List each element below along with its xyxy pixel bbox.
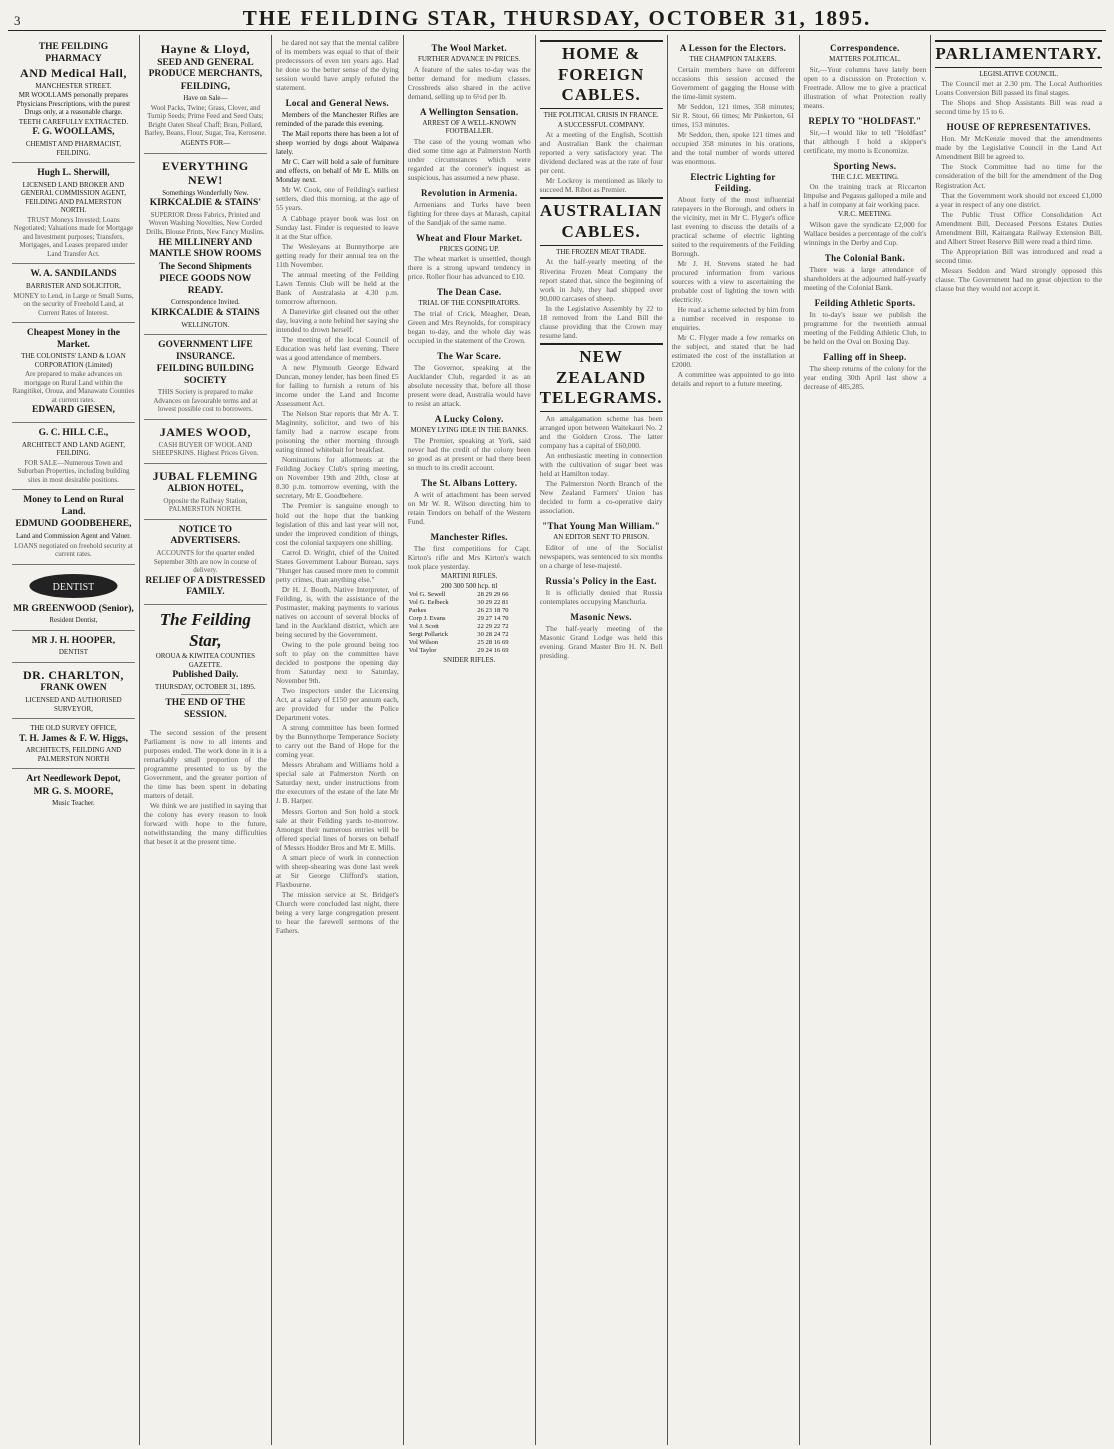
electric-heading: Electric Lighting for Feilding. [690,171,776,193]
svg-text:DENTIST: DENTIST [52,581,95,593]
govt-ad: GOVERNMENT LIFE INSURANCE. FEILDING BUILDING SOCIETY THIS Society is prepared to make Advances on favourable terms and at lowest possible cost to borrowers. [144,335,267,420]
local-news-heading: Local and General News. [285,98,389,109]
william-heading: "That Young Man William." [542,521,661,532]
table-row: Corp J. Evans 29 27 14 70 [408,615,509,623]
table-row: Sergt Pollarick 30 28 24 72 [408,631,509,639]
martini-label: MARTINI RIFLES. [441,572,498,580]
column-2: Hayne & Lloyd, SEED AND GENERAL PRODUCE MERCHANTS, FEILDING, Have on Sale— Wool Packs, Twine; Grass, Clover, and Turnip Seeds; Prime Feed and Seed Oats; Bright Oaten Sheaf Chaff; Bran, Pollard, Barley, Beans, Flour, Sugar, Tea, Kerosene. AGENTS FOR— EVERYTHING NEW! Somethings Wonderfully New. KIRKCALDIE & STAINS' SUPERIOR Dress Fabrics, Printed and Woven Washing Novelties, New Corded Drills, Blouse Prints, New Fancy Muslins. HE MILLINERY AND MANTLE SHOW ROOMS The Second Shipments PIECE GOODS NOW READY. Correspondence Invited. KIRKCALDIE & STAINS WELLINGTON. GOVERNMENT LIFE INSURANCE. FEILDING BUILDING SOCIETY THIS Society is prepared to make Advances on favourable terms and at lowest possible cost to borrowers. JAMES WOOD, CASH BUYER OF WOOL AND SHEEPSKINS. Highest Prices Given. JUBAL FLEMING ALBION HOTEL, Opposite the Railway Station, PALMERSTON NORTH. NOTICE TO ADVERTISERS. ACCOUNTS for the quarter ended September 30th are now in course of delivery. RELIEF OF A DISTRESSED FAMILY. The Feilding Star, OROUA & KIWITEA COUNTIES GAZETTE. Published Daily. THURSDAY, OCTOBER 31, 1895. THE END OF THE SESSION. The second session of the present Parliament is now to all intents and purposes ended. The work done in it is a remarkably small proportion of the programme presented to us by the Government, and the greater portion of the time has been spent in debating matters of detail. We think we are justified in saying that the colony has every reason to look forward with hope to the future, notwithstanding the many difficulties that beset it at the present time. [140,35,272,1445]
lesson-sub: THE CHAMPION TALKERS. [689,54,777,63]
dean-heading: The Dean Case. [436,287,502,298]
rifle-results-table [408,591,531,655]
correspondence-heading: Correspondence. [830,43,900,53]
table-row: Parkes 26 23 18 70 [408,607,509,615]
column-5: HOME & FOREIGN CABLES. THE POLITICAL CRISIS IN FRANCE. A SUCCESSFUL COMPANY. At a meeting of the English, Scottish and Australian Bank the chairman reported a very satisfactory year. The dividend declared was at the rate of four per cent. Mr Lockroy is mentioned as likely to succeed M. Ribot as Premier. AUSTRALIAN CABLES. THE FROZEN MEAT TRADE. At the half-yearly meeting of the Riverina Frozen Meat Company the report stated that, since the beginning of work in July, they had shipped over 90,000 carcases of sheep. In the Legislative Assembly by 22 to 18 removed from the Land Bill the clause providing that the Crown may resume land. NEW ZEALAND TELEGRAMS. An amalgamation scheme has been arranged upon between Waitekauri No. 2 and the Goldern Cross. The latter company has a capital of £60,000. An enthusiastic meeting in connection with the cultivation of sugar beet was held at Hamilton today. The Palmerston North Branch of the New Zealand Farmers' Union has decided to form a co-operative dairy association. "That Young Man William." AN EDITOR SENT TO PRISON. Editor of one of the Socialist newspapers, was sentenced to six months on a charge of lese-majesté. Russia's Policy in the East. It is officially denied that Russia contemplates occupying Manchuria. Masonic News. The half-yearly meeting of the Masonic Grand Lodge was held this evening. Grand Master Bro H. N. Bell presiding. [536,35,668,1445]
cheapest-money: Cheapest Money in the Market. [26,328,121,350]
meat-sub: THE FROZEN MEAT TRADE. [556,247,647,256]
wellington-label: WELLINGTON. [181,320,230,329]
council-sub: LEGISLATIVE COUNCIL. [979,69,1059,78]
owen-sub: LICENSED AND AUTHORISED SURVEYOR, [25,696,122,713]
table-row: Vol Wilson 25 28 16 69 [408,639,509,647]
dentist-emblem-icon [12,569,135,603]
columns [8,35,1106,1445]
moore-name: MR G. S. MOORE, [33,786,114,797]
sheep-heading: Falling off in Sheep. [823,352,907,363]
william-sub: AN EDITOR SENT TO PRISON. [553,533,649,542]
jubal-fleming: JUBAL FLEMING [152,468,259,483]
end-of-session: THE END OF THE SESSION. [165,698,246,721]
greenwood-sub: Resident Dentist, [49,616,98,625]
war-heading: The War Scare. [437,351,502,362]
dean-sub: TRIAL OF THE CONSPIRATORS. [418,299,520,308]
millinery: HE MILLINERY AND MANTLE SHOW ROOMS [149,237,262,260]
hill-name: G. C. HILL C.E., [38,428,109,439]
column-1 [8,35,140,1445]
lucky-heading: A Lucky Colony. [434,414,504,425]
matters-sub: MATTERS POLITICAL. [829,54,901,63]
bank-heading: The Colonial Bank. [824,252,906,263]
lesson-heading: A Lesson for the Electors. [679,43,787,53]
greenwood-ad [12,565,135,631]
wool-market-sub: FURTHER ADVANCE IN PRICES. [417,54,521,63]
australian-heading: AUSTRALIAN CABLES. [540,197,663,245]
lottery-heading: The St. Albans Lottery. [421,477,518,488]
sensation-heading: A Wellington Sensation. [419,106,519,117]
home-foreign-heading: HOME & FOREIGN CABLES. [540,40,663,109]
masthead [8,6,1106,31]
greenwood-name: MR GREENWOOD (Senior), [13,603,134,614]
woollams-text: MR WOOLLAMS personally prepares Physicians Prescriptions, with the purest Drugs only, at a reasonable charge. [16,91,131,117]
column-3: he dared not say that the mental calibre of its members was equal to that of their predecessors of even ten years ago. Had he done so the better sense of the dying session would have amply refuted the statement. Local and General News. Members of the Manchester Rifles are reminded of the parade this evening. The Mail reports there has been a lot of sheep worried by dogs about Waipawa lately. Mr C. Carr will hold a sale of furniture and effects, on behalf of Mr E. Mills on Monday next. Mr W. Cook, one of Feilding's earliest settlers, died this morning, at the age of 55 years. A Cabbage prayer book was lost on Sunday last. Finder is requested to leave it at the Star office. The Wesleyans at Bunnythorpe are getting ready for their annual tea on the 11th November. The annual meeting of the Feilding Lawn Tennis Club will be held at the Bank of Australasia at 4.30 p.m. tomorrow afternoon. A Danevirke girl cleaned out the other day, leaving a note behind her saying she intended to drown herself. The meeting of the local Council of Education was held last evening. There was a good attendance of members. A new Plymouth George Edward Duncan, money lender, has been fined £5 for failing to furnish a return of his income under the Land and Income Assessment Act. The Nelson Star reports that Mr A. T. Maginnity, solicitor, and two of his family had a narrow escape from poisoning the other morning through eating tinned whitebait for breakfast. Nominations for allotments at the Feilding Jockey Club's spring meeting, on November 19th and 20th, close at 8.30 p.m. tomorrow evening, with the secretary, Mr E. Goodbehere. The Premier is sanguine enough to hold out the hope that the banking legislation of this and last year will not, under the improved condition of things, cost the colonial taxpayers one shilling. Carrol D. Wright, chief of the United States Government Labour Bureau, says "Hunger has caused more men to commit petty crimes, than anything else." Dr H. J. Booth, Native Interpreter, of Feilding, is, with the assistance of the Postmaster, making payments to various natives on account of several blocks of land in the Auckland district, which are being secured by the Government. Owing to the pole ground being too soft to play on the committee have decided to postpone the opening day from Saturday next to Saturday, November 9th. Two inspectors under the Licensing Act, at a salary of £150 per annum each, are provided for under the Police Department votes. A strong committee has been formed by the Bunnythorpe Temperance Society to carry out the Band of Hope for the coming year. Messrs Abraham and Williams hold a special sale at Palmerston North on Saturday next, under instructions from the executors of the estate of the late Mr J. B. Harper. Messrs Gorton and Son hold a stock sale at their Feilding yards to-morrow. Amongst their numerous entries will be offered special lines of horses on behalf of Messrs Hodder Bros and Mr E. Mills. A smart piece of work in connection with sheep-shearing was done last week at Sir George Clifford's station, Flaxbourne. The mission service at St. Bridget's Church were concluded last night, there being a very large congregation present to hear the farewell sermons of the Fathers. [272,35,404,1445]
star-date: THURSDAY, OCTOBER 31, 1895. [155,682,256,691]
sherwill-sub: LICENSED LAND BROKER AND GENERAL COMMISSION AGENT, FEILDING AND PALMERSTON NORTH. [20,180,127,215]
survey-office: THE OLD SURVEY OFFICE, [30,724,117,733]
hill-sub: ARCHITECT AND LAND AGENT, FEILDING. [21,440,126,458]
pharmacy-ad [12,37,135,163]
hooper-name: MR J. H. HOOPER, [31,635,116,646]
rifles-heading: Manchester Rifles. [430,531,508,542]
proprietor-sub: CHEMIST AND PHARMACIST, FEILDING. [25,140,122,157]
hooper-sub: DENTIST [58,648,89,657]
relief-family: RELIEF OF A DISTRESSED FAMILY. [145,575,266,598]
vrc-sub: V.R.C. MEETING. [838,210,892,219]
kirkcaldie-name: KIRKCALDIE & STAINS' [149,198,261,209]
newspaper-title: THE FEILDING STAR, THURSDAY, OCTOBER 31, 1895. [242,6,872,30]
sandilands-name: W. A. SANDILANDS [30,269,117,280]
star-banner [144,605,267,727]
higgs-name: T. H. James & F. W. Higgs, [18,733,128,744]
parliamentary-heading: PARLIAMENTARY. [935,40,1102,68]
proprietor-name: F. G. WOOLLAMS, [32,127,115,138]
crisis-sub: THE POLITICAL CRISIS IN FRANCE. [543,111,659,120]
table-row: Vol G. Sewell 28 29 29 66 [408,591,509,599]
lucky-sub: MONEY LYING IDLE IN THE BANKS. [410,426,528,435]
pharmacy-sub: AND Medical Hall, [20,66,127,81]
kirkcaldie-ad: EVERYTHING NEW! Somethings Wonderfully New. KIRKCALDIE & STAINS' SUPERIOR Dress Fabrics, Printed and Woven Washing Novelties, New Corded Drills, Blouse Prints, New Fancy Muslins. HE MILLINERY AND MANTLE SHOW ROOMS The Second Shipments PIECE GOODS NOW READY. Correspondence Invited. KIRKCALDIE & STAINS WELLINGTON. [144,154,267,335]
higgs-ad [12,719,135,769]
kirkcaldie-name-2: KIRKCALDIE & STAINS [151,307,260,318]
needlework-ad [12,769,135,813]
hill-ad: G. C. HILL C.E., ARCHITECT AND LAND AGENT, FEILDING. FOR SALE—Numerous Town and Suburban Properties, including building sites in most desirable positions. [12,423,135,490]
charlton-ad [12,663,135,719]
pharmacy-title: THE FEILDING PHARMACY [38,42,109,64]
yards-header: 200 300 500 hcp. ttl [441,581,498,590]
hayne-ad: Hayne & Lloyd, SEED AND GENERAL PRODUCE MERCHANTS, FEILDING, Have on Sale— Wool Packs, Twine; Grass, Clover, and Turnip Seeds; Prime Feed and Seed Oats; Bright Oaten Sheaf Chaff; Bran, Pollard, Barley, Beans, Flour, Sugar, Tea, Kerosene. AGENTS FOR— [144,37,267,154]
needlework-name: Art Needlework Depot, [26,774,121,785]
correspondence-invited: Correspondence Invited. [170,298,240,307]
news-item-1: Members of the Manchester Rifles are reminded of the parade this evening. [275,110,399,129]
sensation-sub: ARREST OF A WELL-KNOWN FOOTBALLER. [422,118,517,136]
goodbehere-sub: Land and Commission Agent and Valuer. [15,532,131,541]
cjc-sub: THE C.J.C. MEETING. [831,172,899,181]
company-sub: A SUCCESSFUL COMPANY. [557,120,645,129]
moore-sub: Music Teacher. [52,799,95,808]
cheapest-ad: Cheapest Money in the Market. THE COLONISTS' LAND & LOAN CORPORATION (Limited) Are prepared to make advances on mortgage on Rural Land within the Rangitikei, Oroua, and Manawatu Counties at current rates. EDWARD GIESEN, [12,323,135,423]
sporting-heading: Sporting News. [833,160,897,171]
agents-for: AGENTS FOR— [180,139,231,148]
owen-name: FRANK OWEN [40,683,107,694]
sherwill-ad: Hugh L. Sherwill, LICENSED LAND BROKER AND GENERAL COMMISSION AGENT, FEILDING AND PALMERSTON NORTH. TRUST Moneys Invested; Loans Negotiated; Valuations made for Mortgage and Investment purposes; Transfers, Mortgages, and Leases prepared under Land Transfer Act. [12,163,135,264]
sandilands-sub: BARRISTER AND SOLICITOR, [25,282,121,291]
teeth-text: TEETH CAREFULLY EXTRACTED. [18,117,129,126]
feilding-label: FEILDING, [180,81,231,92]
news-item-3: Mr C. Carr will hold a sale of furniture and effects, on behalf of Mr E. Mills on Monday next. [275,157,399,185]
nz-heading: NEW ZEALAND TELEGRAMS. [540,343,663,412]
masonic-heading: Masonic News. [570,611,632,622]
colonists-corp: THE COLONISTS' LAND & LOAN CORPORATION (Limited) [21,352,126,369]
building-society: FEILDING BUILDING SOCIETY [156,364,255,386]
second-shipments: The Second Shipments [159,261,252,272]
wheat-heading: Wheat and Flour Market. [416,232,523,243]
everything-new: EVERYTHING NEW! [162,158,249,188]
fleming-ad: JUBAL FLEMING ALBION HOTEL, Opposite the Railway Station, PALMERSTON NORTH. [144,464,267,520]
table-row: Vol G. Eelbeck 30 29 22 81 [408,599,509,607]
pharmacy-street: MANCHESTER STREET. [35,81,112,90]
wool-market-heading: The Wool Market. [431,43,507,53]
something-new: Somethings Wonderfully New. [162,188,249,197]
wheat-sub: PRICES GOING UP. [439,244,500,253]
james-wood: JAMES WOOD, [159,424,252,439]
giesen-name: EDWARD GIESEN, [32,405,115,416]
page-number: 3 [14,13,21,28]
sherwill-name: Hugh L. Sherwill, [37,168,110,179]
seed-merchants: SEED AND GENERAL PRODUCE MERCHANTS, [148,57,263,80]
have-on-sale: Have on Sale— [183,94,228,103]
albion-hotel: ALBION HOTEL, [167,484,244,495]
column-4: The Wool Market. FURTHER ADVANCE IN PRICES. A feature of the sales to-day was the better demand for medium classes. Crossbreds also shared in the active demand, selling up to 6½d per lb. A Wellington Sensation. ARREST OF A WELL-KNOWN FOOTBALLER. The case of the young woman who died some time ago at Palmerston North under circumstances which were regarded at the coroner's inquest as suspicious, has assumed a new phase. Revolution in Armenia. Armenians and Turks have been fighting for three days at Marash, capital of the Sandjak of the same name. Wheat and Flour Market. PRICES GOING UP. The wheat market is unsettled, though there is a strong upward tendency in price. Roller flour has advanced to £10. The Dean Case. TRIAL OF THE CONSPIRATORS. The trial of Crick, Meagher, Dean, Green and Mrs Reynolds, for conspiracy began to-day, and the whole day was occupied in the statement of the Crown. The War Scare. The Governor, speaking at the Aucklander Club, regarded it as an absolute necessity that, before all those present were dead, Australia would have to resist an attack. A Lucky Colony. MONEY LYING IDLE IN THE BANKS. The Premier, speaking at York, said never had the credit of the colony been so good as at present or had there been so much to its credit account. The St. Albans Lottery. A writ of attachment has been served on Mr W. R. Wilson directing him to retain Tendors on behalf of the Western Fund. Manchester Rifles. The first competitions for Capt. Kirton's rifle and Mrs Kirton's watch took place yesterday. MARTINI RIFLES. 200 300 500 hcp. ttl Vol G. Sewell 28 29 29 66 Vol G. Eelbeck 30 29 22 81 Parkes 26 23 18 70 Corp J. Evans 29 27 14 70 Vol J. Scott 22 29 22 72 Sergt Pollarick 30 28 24 72 Vol Wilson 25 28 16 69 Vol Taylor 29 24 16 69 SNIDER RIFLES. [404,35,536,1445]
charlton-name: DR. CHARLTON, [23,667,124,682]
goodbehere-ad: Money to Lend on Rural Land. EDMUND GOODBEHERE, Land and Commission Agent and Valuer. LOANS negotiated on freehold security at current rates. [12,490,135,564]
holdfast-heading: REPLY TO "HOLDFAST." [808,115,922,126]
news-item-2: The Mail reports there has been a lot of sheep worried by dogs about Waipawa lately. [275,129,399,157]
armenia-heading: Revolution in Armenia. [421,187,518,198]
hooper-ad [12,631,135,663]
star-sub: OROUA & KIWITEA COUNTIES GAZETTE. [155,652,256,669]
published-daily: Published Daily. [172,670,239,681]
govt-insurance: GOVERNMENT LIFE INSURANCE. [158,340,253,362]
russia-heading: Russia's Policy in the East. [545,575,657,586]
athletic-heading: Feilding Athletic Sports. [814,298,916,308]
house-heading: HOUSE OF REPRESENTATIVES. [946,122,1091,133]
table-row: Vol J. Scott 22 29 22 72 [408,623,509,631]
column-7: Correspondence. MATTERS POLITICAL. Sir,—Your columns have lately been open to a discussion on Protection v. Freetrade. Allow me to give a practical illustration of what Protection really means. REPLY TO "HOLDFAST." Sir,—I would like to tell "Holdfast" that although I hold a skipper's certificate, my motto is Economize. Sporting News. THE C.J.C. MEETING. On the training track at Riccarton Impulse and Pegasus galloped a mile and a half in company at fair working pace. V.R.C. MEETING. Wilson gave the syndicate £2,000 for Wallace besides a percentage of the colt's winnings in the Derby and Cup. The Colonial Bank. There was a large attendance of shareholders at the adjourned half-yearly meeting of the Colonial Bank. Feilding Athletic Sports. In to-day's issue we publish the programme for the twentieth annual meeting of the Feilding Athletic Club, to be held on the Oval on Boxing Day. Falling off in Sheep. The sheep returns of the colony for the year ending 30th April last show a decrease of 485,285. [800,35,932,1445]
star-title: The Feilding Star, [159,609,251,650]
goodbehere-name: EDMUND GOODBEHERE, [15,519,132,530]
hayne-name: Hayne & Lloyd, [160,42,251,56]
higgs-sub: ARCHITECTS, FEILDING AND PALMERSTON NORTH [25,746,122,763]
money-lend: Money to Lend on Rural Land. [23,495,124,517]
piece-goods: PIECE GOODS NOW READY. [159,274,252,296]
snider-label: SNIDER RIFLES. [443,656,496,665]
column-8: PARLIAMENTARY. LEGISLATIVE COUNCIL. The Council met at 2.30 pm. The Local Authorities Loans Conversion Bill passed its final stages. The Shops and Shop Assistants Bill was read a second time by 15 to 6. HOUSE OF REPRESENTATIVES. Hon. Mr McKenzie moved that the amendments made by the Legislative Council in the Land Act Amendment Bill be agreed to. The Stock Committee had no time for the consideration of the bill for the amendment of the Dog Registration Act. That the Government work should not exceed £1,000 a year in respect of any one district. The Public Trust Office Consolidation Act Amendment Bill, Deceased Persons Estates Duties Amendment Bill, Kaitangata Railway Extension Bill, and Albert Street Reserve Bill were read a third time. The Appropriation Bill was introduced and read a second time. Messrs Seddon and Ward strongly opposed this clause. The Government had no great objection to the clause but they would not accept it. [931,35,1106,1445]
table-row: Vol Taylor 29 24 16 69 [408,647,509,655]
sandilands-ad: W. A. SANDILANDS BARRISTER AND SOLICITOR, MONEY to Lend, in Large or Small Sums, on the security of Freehold Land, at Current Rates of Interest. [12,264,135,323]
wood-ad: JAMES WOOD, CASH BUYER OF WOOL AND SHEEPSKINS. Highest Prices Given. [144,420,267,464]
notice-advertisers: NOTICE TO ADVERTISERS. [170,524,241,547]
notices-ad: NOTICE TO ADVERTISERS. ACCOUNTS for the quarter ended September 30th are now in course of delivery. RELIEF OF A DISTRESSED FAMILY. [144,520,267,605]
column-6: A Lesson for the Electors. THE CHAMPION TALKERS. Certain members have on different occasions this session accused the Government of gagging the House with the time-limit system. Mr Seddon, 121 times, 358 minutes; Sir R. Stout, 66 times; Mr Pinkerton, 61 times, 153 minutes. Mr Seddon, then, spoke 121 times and occupied 358 minutes in his orations, and the total number of words uttered was enormous. Electric Lighting for Feilding. About forty of the most influential ratepayers in the Borough, and others in the vicinity, met in Mr C. Flyger's office last evening to discuss the details of a practical scheme of electric lighting suited to the requirements of the Feilding Borough. Mr J. H. Stevens stated he had procured information from various sources with a view to ascertaining the probable cost of lighting the town with electricity. He read a scheme selected by him from a number received in response to enquiries. Mr C. Flyger made a few remarks on the subject, and stated that he had estimated the cost of the installation at £2000. A committee was appointed to go into details and report to a future meeting. [668,35,800,1445]
